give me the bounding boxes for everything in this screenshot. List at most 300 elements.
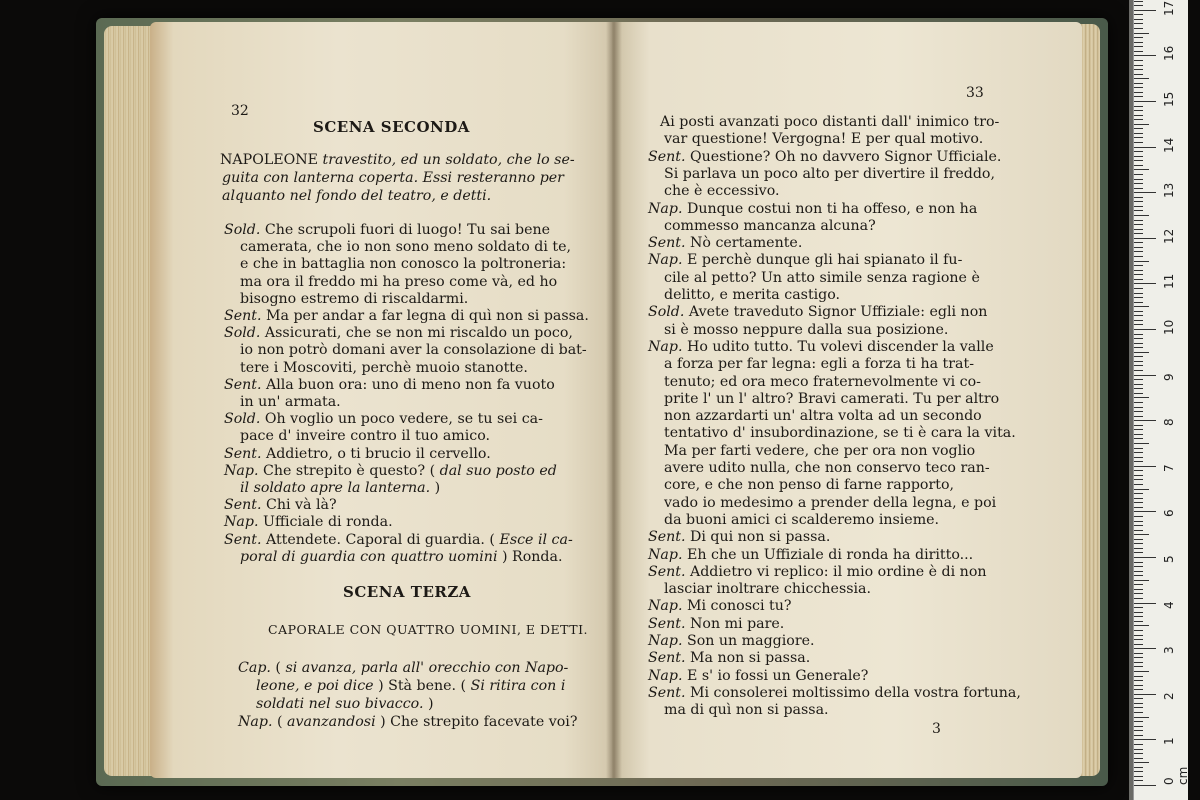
text-line bbox=[664, 287, 840, 304]
ruler-tick bbox=[1134, 247, 1143, 248]
ruler-tick bbox=[1134, 762, 1149, 763]
ruler-tick bbox=[1134, 179, 1143, 180]
ruler-tick bbox=[1134, 493, 1143, 494]
ruler-tick bbox=[1134, 434, 1143, 435]
line-text: Si parlava un poco alto per divertire il freddo, bbox=[664, 165, 995, 182]
ruler-tick bbox=[1134, 479, 1143, 480]
ruler-tick bbox=[1134, 124, 1149, 125]
ruler-tick bbox=[1134, 607, 1143, 608]
text-line bbox=[224, 532, 573, 549]
stage-direction-line: NAPOLEONE travestito, ed un soldato, che lo se- bbox=[220, 152, 575, 168]
line-text: Questione? Oh no davvero Signor Ufficiale. bbox=[689, 148, 1002, 165]
ruler-tick bbox=[1134, 192, 1156, 193]
ruler-tick bbox=[1134, 106, 1143, 107]
line-text: commesso mancanza alcuna? bbox=[664, 217, 876, 234]
ruler-tick bbox=[1134, 347, 1143, 348]
line-text: che è eccessivo. bbox=[664, 183, 780, 200]
ruler-tick bbox=[1134, 498, 1143, 499]
ruler-tick bbox=[1134, 771, 1143, 772]
ruler-tick bbox=[1134, 74, 1143, 75]
ruler-tick bbox=[1134, 375, 1156, 376]
ruler-tick bbox=[1134, 224, 1143, 225]
ruler-tick bbox=[1134, 274, 1143, 275]
ruler-tick bbox=[1134, 625, 1149, 626]
ruler-label: 3 bbox=[1162, 646, 1176, 655]
ruler-tick bbox=[1134, 110, 1143, 111]
text-line bbox=[240, 239, 571, 256]
text-line bbox=[664, 408, 982, 425]
ruler-tick bbox=[1134, 60, 1143, 61]
text-line bbox=[240, 428, 490, 445]
speaker-label: Sold. bbox=[224, 222, 265, 238]
ruler-label: 5 bbox=[1162, 555, 1176, 563]
ruler-tick bbox=[1134, 575, 1143, 576]
ruler-tick bbox=[1134, 416, 1143, 417]
ruler-tick bbox=[1134, 297, 1143, 298]
ruler-tick bbox=[1134, 648, 1156, 649]
ruler-label: 15 bbox=[1162, 91, 1176, 107]
text-line bbox=[660, 114, 999, 131]
ruler-tick bbox=[1134, 169, 1149, 170]
ruler-tick bbox=[1134, 717, 1149, 718]
speaker-label: Nap. bbox=[648, 633, 687, 649]
speaker-label: Sent. bbox=[648, 148, 690, 165]
ruler-tick bbox=[1134, 147, 1156, 148]
text-line bbox=[664, 183, 780, 200]
speaker-label: Nap. bbox=[648, 338, 687, 355]
ruler-tick bbox=[1134, 566, 1143, 567]
ruler-tick bbox=[1134, 557, 1156, 558]
ruler-tick bbox=[1134, 489, 1149, 490]
ruler-tick bbox=[1134, 534, 1149, 535]
ruler-tick bbox=[1134, 261, 1149, 262]
text-line bbox=[648, 650, 810, 667]
book-gutter bbox=[606, 22, 622, 778]
ruler-tick bbox=[1134, 429, 1143, 430]
ruler-tick bbox=[1134, 776, 1143, 777]
speaker-label: Sent. bbox=[224, 308, 266, 324]
line-text: Mi consolerei moltissimo della vostra fortuna, bbox=[689, 684, 1021, 701]
ruler-tick bbox=[1134, 475, 1143, 476]
line-text: Son un maggiore. bbox=[686, 633, 815, 649]
ruler-label: 0 cm bbox=[1162, 766, 1190, 785]
ruler-tick bbox=[1134, 785, 1156, 786]
line-text: Avete traveduto Signor Uffiziale: egli non bbox=[688, 304, 988, 321]
speaker-label: Nap. bbox=[224, 514, 263, 531]
ruler-tick bbox=[1134, 28, 1143, 29]
text-line bbox=[664, 391, 999, 408]
ruler-tick bbox=[1134, 721, 1143, 722]
ruler-label: 9 bbox=[1162, 372, 1176, 381]
left-scene-title-2: SCENA TERZA bbox=[343, 583, 471, 601]
ruler-label: 8 bbox=[1162, 418, 1176, 427]
ruler-tick bbox=[1134, 393, 1143, 394]
ruler-tick bbox=[1134, 653, 1143, 654]
ruler-tick bbox=[1134, 142, 1143, 143]
text-line bbox=[648, 201, 977, 218]
line-text: Nò certamente. bbox=[689, 235, 803, 252]
text-line bbox=[240, 274, 557, 291]
text-line bbox=[664, 322, 948, 339]
ruler-tick bbox=[1134, 502, 1143, 503]
ruler-tick bbox=[1134, 411, 1143, 412]
speaker-label: Sold. bbox=[224, 411, 265, 428]
text-line bbox=[664, 460, 990, 477]
line-text: Non mi pare. bbox=[689, 615, 785, 632]
ruler-tick bbox=[1134, 671, 1149, 672]
ruler-tick bbox=[1134, 128, 1143, 129]
text-line bbox=[664, 702, 829, 719]
line-text: Mi conosci tu? bbox=[686, 598, 792, 615]
ruler-tick bbox=[1134, 343, 1143, 344]
stage-direction-line: guita con lanterna coperta. Essi resteranno per bbox=[222, 170, 564, 186]
left-page-number: 32 bbox=[231, 103, 249, 119]
ruler-tick bbox=[1134, 265, 1143, 266]
ruler-tick bbox=[1134, 201, 1143, 202]
text-line bbox=[648, 529, 830, 546]
text-line bbox=[648, 252, 962, 269]
ruler-tick bbox=[1134, 33, 1149, 34]
text-line bbox=[648, 339, 994, 356]
ruler-tick bbox=[1134, 37, 1143, 38]
ruler-tick bbox=[1134, 525, 1143, 526]
ruler-tick bbox=[1134, 210, 1143, 211]
ruler-tick bbox=[1134, 293, 1143, 294]
speaker-label: Sent. bbox=[224, 531, 266, 548]
line-text: Ho udito tutto. Tu volevi discender la valle bbox=[686, 338, 994, 355]
ruler-tick bbox=[1134, 644, 1143, 645]
text-line bbox=[664, 443, 975, 460]
ruler-tick bbox=[1134, 744, 1143, 745]
ruler-tick bbox=[1134, 174, 1143, 175]
line-text: tentativo d' insubordinazione, se ti è cara la vita. bbox=[664, 425, 1016, 442]
measuring-ruler bbox=[1133, 0, 1188, 800]
ruler-tick bbox=[1134, 707, 1143, 708]
text-line bbox=[240, 394, 341, 411]
line-text: Assicurati, che se non mi riscaldo un poco, bbox=[264, 325, 573, 342]
text-line bbox=[648, 685, 1021, 702]
text-line bbox=[648, 598, 791, 615]
ruler-tick bbox=[1134, 580, 1149, 581]
ruler-tick bbox=[1134, 51, 1143, 52]
ruler-tick bbox=[1134, 666, 1143, 667]
speaker-label: Nap. bbox=[648, 252, 687, 269]
text-line bbox=[664, 477, 954, 494]
ruler-label: 10 bbox=[1162, 319, 1176, 335]
ruler-tick bbox=[1134, 397, 1149, 398]
ruler-tick bbox=[1134, 1, 1143, 2]
ruler-tick bbox=[1134, 621, 1143, 622]
ruler-tick bbox=[1134, 388, 1143, 389]
ruler-tick bbox=[1134, 443, 1149, 444]
ruler-tick bbox=[1134, 420, 1156, 421]
ruler-tick bbox=[1134, 183, 1143, 184]
text-line bbox=[648, 235, 802, 252]
line-text: Addietro, o ti brucio il cervello. bbox=[265, 445, 491, 462]
speaker-label: Nap. bbox=[224, 462, 263, 479]
ruler-tick bbox=[1134, 315, 1143, 316]
ruler-tick bbox=[1134, 10, 1156, 11]
speaker-label: Nap. bbox=[648, 598, 687, 615]
ruler-tick bbox=[1134, 133, 1143, 134]
ruler-tick bbox=[1134, 603, 1156, 604]
text-line bbox=[240, 549, 562, 566]
text-line bbox=[648, 304, 987, 321]
ruler-tick bbox=[1134, 425, 1143, 426]
ruler-tick bbox=[1134, 703, 1143, 704]
line-text: bisogno estremo di riscaldarmi. bbox=[240, 290, 469, 307]
speaker-label: Sent. bbox=[648, 235, 690, 252]
ruler-tick bbox=[1134, 78, 1149, 79]
line-text: Che scrupoli fuori di luogo! Tu sai bene bbox=[264, 222, 551, 238]
ruler-tick bbox=[1134, 69, 1143, 70]
ruler-tick bbox=[1134, 365, 1143, 366]
text-line bbox=[664, 581, 871, 598]
ruler-tick bbox=[1134, 334, 1143, 335]
ruler-tick bbox=[1134, 698, 1143, 699]
text-line bbox=[256, 696, 434, 713]
text-line bbox=[224, 377, 555, 394]
line-text: ( avanzandosi ) Che strepito facevate voi? bbox=[276, 714, 578, 730]
ruler-tick bbox=[1134, 548, 1143, 549]
ruler-tick bbox=[1134, 115, 1143, 116]
ruler-label: 7 bbox=[1162, 464, 1176, 472]
ruler-tick bbox=[1134, 356, 1143, 357]
line-text: E perchè dunque gli hai spianato il fu- bbox=[686, 252, 963, 269]
line-text: delitto, e merita castigo. bbox=[664, 287, 841, 303]
line-text: poral di guardia con quattro uomini ) Ronda. bbox=[240, 548, 563, 565]
text-line bbox=[664, 495, 996, 512]
ruler-label: 16 bbox=[1162, 46, 1176, 62]
ruler-label: 12 bbox=[1162, 228, 1176, 244]
line-text: Che strepito è questo? ( dal suo posto ed bbox=[262, 462, 557, 479]
line-text: E s' io fossi un Generale? bbox=[686, 667, 869, 684]
ruler-label: 2 bbox=[1162, 692, 1176, 700]
text-line bbox=[648, 149, 1001, 166]
ruler-tick bbox=[1134, 402, 1143, 403]
text-line bbox=[648, 633, 815, 650]
line-text: Ma per farti vedere, che per ora non voglio bbox=[664, 442, 976, 459]
line-text: vado io medesimo a prender della legna, e poi bbox=[664, 494, 997, 511]
ruler-tick bbox=[1134, 452, 1143, 453]
text-line bbox=[664, 425, 1016, 442]
line-text: e che in battaglia non conosco la poltroneria: bbox=[240, 256, 567, 273]
ruler-tick bbox=[1134, 156, 1143, 157]
speaker-label: Sent. bbox=[224, 497, 266, 514]
ruler-tick bbox=[1134, 726, 1143, 727]
speaker-label: Nap. bbox=[238, 714, 277, 730]
ruler-tick bbox=[1134, 251, 1143, 252]
speaker-label: Sold. bbox=[224, 325, 265, 342]
line-text: ma di quì non si passa. bbox=[664, 702, 829, 719]
line-text: io non potrò domani aver la consolazione di bat- bbox=[240, 342, 587, 359]
left-subheading: CAPORALE CON QUATTRO UOMINI, E DETTI. bbox=[268, 622, 588, 637]
text-line bbox=[664, 356, 974, 373]
ruler-label: 14 bbox=[1162, 137, 1176, 153]
line-text: si è mosso neppure dalla sua posizione. bbox=[664, 321, 949, 338]
line-text: Attendete. Caporal di guardia. ( Esce il ca- bbox=[265, 531, 573, 548]
line-text: Ma per andar a far legna di quì non si passa. bbox=[265, 308, 589, 324]
ruler-tick bbox=[1134, 552, 1143, 553]
ruler-label: 6 bbox=[1162, 509, 1176, 518]
ruler-tick bbox=[1134, 42, 1143, 43]
ruler-tick bbox=[1134, 753, 1143, 754]
ruler-tick bbox=[1134, 101, 1156, 102]
ruler-tick bbox=[1134, 188, 1143, 189]
ruler-tick bbox=[1134, 306, 1149, 307]
ruler-tick bbox=[1134, 758, 1143, 759]
text-line bbox=[224, 446, 491, 463]
speaker-label: Sent. bbox=[224, 445, 266, 462]
line-text: leone, e poi dice ) Stà bene. ( Si ritira con i bbox=[256, 678, 566, 694]
ruler-tick bbox=[1134, 238, 1156, 239]
text-line bbox=[240, 480, 440, 497]
ruler-tick bbox=[1134, 320, 1143, 321]
speaker-label: Cap. bbox=[238, 660, 276, 676]
ruler-tick bbox=[1134, 338, 1143, 339]
text-line bbox=[648, 616, 784, 633]
ruler-tick bbox=[1134, 780, 1143, 781]
ruler-tick bbox=[1134, 324, 1143, 325]
line-text: da buoni amici ci scalderemo insieme. bbox=[664, 511, 940, 528]
text-line bbox=[664, 512, 939, 529]
text-line bbox=[648, 564, 987, 581]
line-text: Addietro vi replico: il mio ordine è di non bbox=[689, 563, 987, 580]
ruler-tick bbox=[1134, 151, 1143, 152]
ruler-tick bbox=[1134, 562, 1143, 563]
ruler-tick bbox=[1134, 516, 1143, 517]
ruler-tick bbox=[1134, 438, 1143, 439]
ruler-tick bbox=[1134, 407, 1143, 408]
line-text: core, e che non penso di farne rapporto, bbox=[664, 477, 954, 494]
ruler-tick bbox=[1134, 233, 1143, 234]
signature-mark: 3 bbox=[932, 721, 941, 737]
text-line bbox=[664, 374, 981, 391]
text-line bbox=[224, 497, 337, 514]
speaker-label: Nap. bbox=[648, 667, 687, 684]
line-text: in un' armata. bbox=[240, 394, 341, 410]
text-line bbox=[240, 342, 587, 359]
ruler-tick bbox=[1134, 635, 1143, 636]
ruler-tick bbox=[1134, 19, 1143, 20]
ruler-tick bbox=[1134, 137, 1143, 138]
text-line bbox=[664, 270, 980, 287]
line-text: Chi và là? bbox=[265, 497, 337, 514]
ruler-tick bbox=[1134, 283, 1156, 284]
ruler-tick bbox=[1134, 206, 1143, 207]
ruler-tick bbox=[1134, 352, 1149, 353]
ruler-tick bbox=[1134, 311, 1143, 312]
ruler-tick bbox=[1134, 470, 1143, 471]
ruler-tick bbox=[1134, 270, 1143, 271]
ruler-tick bbox=[1134, 23, 1143, 24]
ruler-tick bbox=[1134, 749, 1143, 750]
ruler-tick bbox=[1134, 229, 1143, 230]
text-line bbox=[664, 131, 983, 148]
ruler-tick bbox=[1134, 119, 1143, 120]
line-text: avere udito nulla, che non conservo teco ran- bbox=[664, 460, 990, 476]
right-page-number: 33 bbox=[966, 85, 984, 101]
line-text: Alla buon ora: uno di meno non fa vuoto bbox=[265, 376, 555, 393]
ruler-tick bbox=[1134, 657, 1143, 658]
speaker-label: Nap. bbox=[648, 546, 687, 563]
line-text: tenuto; ed ora meco fraternevolmente vi co- bbox=[664, 373, 981, 390]
left-scene-title: SCENA SECONDA bbox=[313, 118, 470, 136]
line-text: a forza per far legna: egli a forza ti ha trat- bbox=[664, 356, 974, 373]
line-text: ( si avanza, parla all' orecchio con Napo- bbox=[275, 660, 569, 676]
ruler-tick bbox=[1134, 384, 1143, 385]
ruler-tick bbox=[1134, 521, 1143, 522]
speaker-label: Sent. bbox=[648, 529, 690, 546]
ruler-tick bbox=[1134, 612, 1143, 613]
ruler-tick bbox=[1134, 379, 1143, 380]
ruler-tick bbox=[1134, 630, 1143, 631]
line-text: camerata, che io non sono meno soldato di te, bbox=[240, 239, 572, 256]
ruler-tick bbox=[1134, 543, 1143, 544]
ruler-tick bbox=[1134, 96, 1143, 97]
ruler-tick bbox=[1134, 680, 1143, 681]
text-line bbox=[224, 222, 550, 239]
line-text: Ufficiale di ronda. bbox=[262, 514, 393, 531]
ruler-tick bbox=[1134, 484, 1143, 485]
speaker-label: Sent. bbox=[648, 650, 690, 667]
text-line bbox=[664, 218, 876, 235]
ruler-tick bbox=[1134, 584, 1143, 585]
line-text: il soldato apre la lanterna. ) bbox=[240, 480, 441, 496]
ruler-tick bbox=[1134, 83, 1143, 84]
ruler-tick bbox=[1134, 448, 1143, 449]
ruler-tick bbox=[1134, 466, 1156, 467]
ruler-tick bbox=[1134, 165, 1143, 166]
line-text: Oh voglio un poco vedere, se tu sei ca- bbox=[264, 411, 543, 428]
ruler-tick bbox=[1134, 215, 1149, 216]
line-text: tere i Moscoviti, perchè muoio stanotte. bbox=[240, 359, 528, 376]
ruler-tick bbox=[1134, 92, 1143, 93]
ruler-tick bbox=[1134, 507, 1143, 508]
line-text: Eh che un Uffiziale di ronda ha diritto... bbox=[686, 546, 974, 563]
ruler-tick bbox=[1134, 14, 1143, 15]
ruler-tick bbox=[1134, 739, 1156, 740]
line-text: cile al petto? Un atto simile senza ragione è bbox=[664, 269, 980, 286]
ruler-tick bbox=[1134, 767, 1143, 768]
ruler-tick bbox=[1134, 685, 1143, 686]
ruler-tick bbox=[1134, 639, 1143, 640]
text-line bbox=[240, 256, 566, 273]
line-text: var questione! Vergogna! E per qual motivo. bbox=[664, 131, 984, 148]
ruler-label: 13 bbox=[1162, 182, 1176, 199]
line-text: non azzardarti un' altra volta ad un secondo bbox=[664, 408, 982, 425]
ruler-tick bbox=[1134, 256, 1143, 257]
ruler-tick bbox=[1134, 571, 1143, 572]
line-text: prite l' un l' altro? Bravi camerati. Tu per altro bbox=[664, 390, 1000, 407]
line-text: Di qui non si passa. bbox=[689, 529, 831, 546]
ruler-label: 4 bbox=[1162, 600, 1176, 609]
line-text: Dunque costui non ti ha offeso, e non ha bbox=[686, 200, 978, 217]
line-text: ma ora il freddo mi ha preso come và, ed ho bbox=[240, 273, 558, 290]
text-line bbox=[648, 668, 868, 685]
ruler-tick bbox=[1134, 46, 1143, 47]
ruler-tick bbox=[1134, 676, 1143, 677]
ruler-tick bbox=[1134, 662, 1143, 663]
ruler-tick bbox=[1134, 694, 1156, 695]
ruler-tick bbox=[1134, 589, 1143, 590]
ruler-tick bbox=[1134, 735, 1143, 736]
ruler-tick bbox=[1134, 511, 1156, 512]
ruler-tick bbox=[1134, 65, 1143, 66]
ruler-tick bbox=[1134, 197, 1143, 198]
ruler-tick bbox=[1134, 288, 1143, 289]
ruler-label: 1 bbox=[1162, 737, 1176, 746]
